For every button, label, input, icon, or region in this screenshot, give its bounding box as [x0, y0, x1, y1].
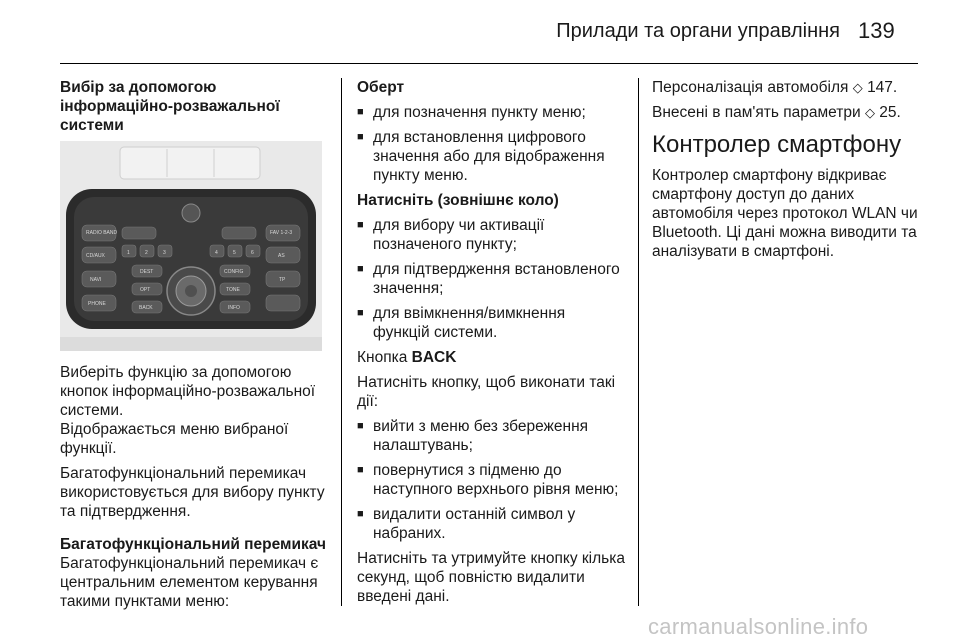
header-title: Прилади та органи управління — [556, 20, 840, 42]
heading-press: Натисніть (зовнішнє коло) — [357, 192, 559, 209]
reference-stored-settings: Внесені в пам'ять параметри ◇ 25. — [652, 104, 901, 121]
preset-4: 4 — [215, 250, 218, 256]
heading-turn: Оберт — [357, 79, 405, 96]
reference-personalization: Персоналізація автомобіля ◇ 147. — [652, 79, 898, 96]
column-divider-1 — [341, 78, 342, 606]
infotainment-panel-photo — [60, 141, 322, 351]
list-item: ■ вийти з меню без збереження налаштувань; — [357, 418, 589, 454]
panel-label: OPT — [140, 287, 151, 293]
panel-label: NAVI — [90, 277, 102, 283]
paragraph-smartphone: Контролер смартфону відкриває смартфону доступ до даних автомобіля через протокол WLAN чи Bluetooth. Ці дані можна виводити та аналізувати в смартфоні. — [652, 167, 918, 260]
paragraph-hold: Натисніть та утримуйте кнопку кілька секунд, щоб повністю видалити введені дані. — [357, 550, 625, 605]
column-2 — [357, 78, 625, 612]
header-divider — [60, 63, 918, 64]
list-item: ■ для вибору чи активації позначеного пункту; — [357, 217, 545, 253]
bullet-icon: ■ — [357, 307, 364, 319]
list-item: ■ для підтвердження встановленого значення; — [357, 261, 620, 297]
paragraph-back: Натисніть кнопку, щоб виконати такі дії: — [357, 374, 616, 410]
panel-label: TP — [279, 277, 286, 283]
preset-1: 1 — [127, 250, 130, 256]
preset-2: 2 — [145, 250, 148, 256]
panel-label: FAV 1-2-3 — [270, 230, 293, 236]
page-reference-link[interactable]: 25. — [879, 104, 901, 121]
column-1 — [60, 78, 328, 617]
reference-arrow-icon: ◇ — [852, 80, 863, 95]
watermark: carmanualsonline.info — [648, 614, 869, 639]
bullet-icon: ■ — [357, 420, 364, 432]
panel-label: BACK — [139, 305, 153, 311]
panel-label: CONFIG — [224, 269, 244, 275]
panel-label: INFO — [228, 305, 240, 311]
list-item: ■ для ввімкнення/вимкнення функцій системи. — [357, 305, 566, 341]
column-divider-2 — [638, 78, 639, 606]
paragraph-select: Виберіть функцію за допомогою кнопок інформаційно-розважальної системи. — [60, 364, 316, 419]
list-item: ■ для встановлення цифрового значення або для відображення пункту меню. — [357, 129, 605, 184]
page-reference-link[interactable]: 147. — [867, 79, 898, 96]
reference-arrow-icon: ◇ — [864, 105, 875, 120]
bullet-icon: ■ — [357, 106, 364, 118]
list-item: ■ для позначення пункту меню; — [357, 104, 586, 121]
paragraph-multifunction: Багатофункціональний перемикач використовується для вибору пункту та підтвердження. — [60, 465, 325, 520]
back-key-label: BACK — [411, 349, 457, 366]
preset-5: 5 — [233, 250, 236, 256]
panel-label: TONE — [226, 287, 240, 293]
infotainment-panel-illustration — [60, 141, 322, 351]
panel-label: PHONE — [88, 301, 106, 307]
column-3 — [652, 78, 922, 267]
bullet-icon: ■ — [357, 219, 364, 231]
preset-3: 3 — [163, 250, 166, 256]
subheading-multifunction-knob: Багатофункціональний перемикач — [60, 536, 327, 553]
list-item: ■ повернутися з підменю до наступного верхнього рівня меню; — [357, 462, 619, 498]
preset-6: 6 — [251, 250, 254, 256]
list-item: ■ видалити останній символ у набраних. — [357, 506, 576, 542]
back-button-title: Кнопка BACK — [357, 349, 457, 366]
section-heading: Вибір за допомогою інформаційно-розважальної системи — [60, 79, 280, 134]
panel-label: AS — [278, 253, 285, 259]
panel-label: RADIO BAND — [86, 230, 118, 236]
bullet-icon: ■ — [357, 508, 364, 520]
page-number: 139 — [858, 18, 895, 43]
bullet-icon: ■ — [357, 263, 364, 275]
panel-label: CD/AUX — [86, 253, 105, 259]
paragraph-knob-description: Багатофункціональний перемикач є центральним елементом керування такими пунктами меню: — [60, 555, 319, 610]
panel-label: DEST — [140, 269, 154, 275]
heading-smartphone-controller: Контролер смартфону — [652, 131, 902, 158]
bullet-icon: ■ — [357, 131, 364, 143]
paragraph-menu-shown: Відображається меню вибраної функції. — [60, 421, 289, 457]
bullet-icon: ■ — [357, 464, 364, 476]
